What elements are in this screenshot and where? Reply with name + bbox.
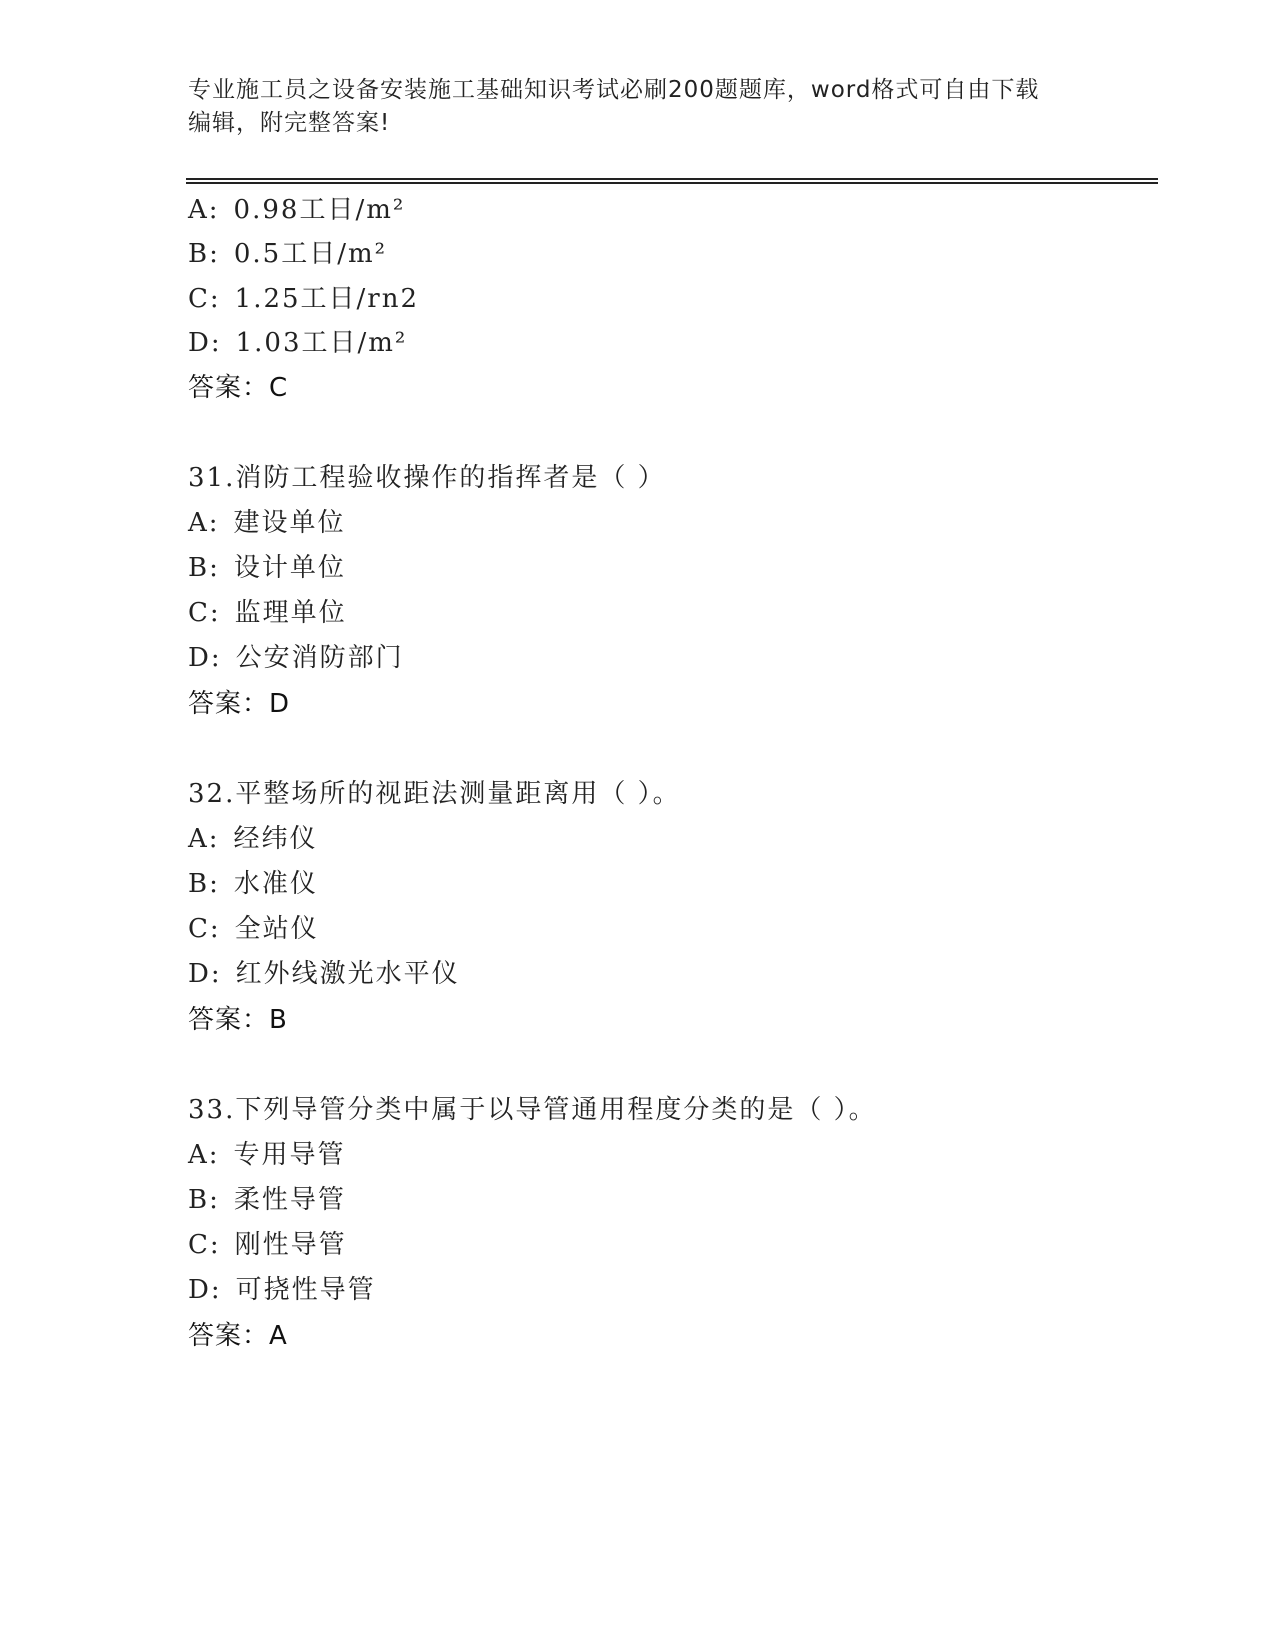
option-text: 全站仪 bbox=[234, 914, 319, 944]
q32-answer: 答案：B bbox=[188, 1005, 288, 1035]
option-text: 可挠性导管 bbox=[235, 1275, 376, 1305]
header-divider-top bbox=[186, 178, 1158, 180]
option-letter: D: bbox=[188, 959, 222, 989]
q33-option-a bbox=[188, 1139, 346, 1171]
option-letter: B: bbox=[188, 553, 220, 583]
q31-option-a bbox=[188, 507, 346, 539]
option-letter: A: bbox=[188, 195, 220, 225]
document-header bbox=[188, 74, 1088, 140]
option-text: 水准仪 bbox=[233, 869, 318, 899]
option-text: 设计单位 bbox=[233, 553, 346, 583]
option-text: 红外线激光水平仪 bbox=[235, 959, 460, 989]
q33-option-d bbox=[188, 1274, 376, 1306]
q30-option-c bbox=[188, 283, 419, 315]
option-letter: D: bbox=[188, 643, 222, 673]
option-text: 1.25工日/rn2 bbox=[234, 284, 420, 314]
option-text: 0.5工日/m² bbox=[233, 239, 388, 269]
option-letter: A: bbox=[188, 824, 220, 854]
q32-option-a bbox=[188, 823, 318, 855]
q33-stem: 33.下列导管分类中属于以导管通用程度分类的是（ ）。 bbox=[188, 1095, 877, 1125]
q32-option-c bbox=[188, 913, 319, 945]
option-letter: B: bbox=[188, 1185, 220, 1215]
header-line-1: 专业施工员之设备安装施工基础知识考试必刷200题题库，word格式可自由下载 bbox=[188, 77, 1040, 103]
q30-option-d bbox=[188, 327, 407, 359]
option-letter: C: bbox=[188, 598, 221, 628]
option-text: 监理单位 bbox=[234, 598, 347, 628]
header-line-2: 编辑，附完整答案! bbox=[188, 110, 391, 136]
option-letter: B: bbox=[188, 239, 220, 269]
option-letter: D: bbox=[188, 328, 222, 358]
q31-stem: 31.消防工程验收操作的指挥者是（ ） bbox=[188, 463, 666, 493]
q31-option-b bbox=[188, 552, 346, 584]
q33-option-b bbox=[188, 1184, 346, 1216]
option-text: 刚性导管 bbox=[234, 1230, 347, 1260]
option-letter: A: bbox=[188, 1140, 220, 1170]
option-text: 专用导管 bbox=[233, 1140, 346, 1170]
option-text: 柔性导管 bbox=[233, 1185, 346, 1215]
q31-answer: 答案：D bbox=[188, 689, 291, 719]
q30-option-b bbox=[188, 238, 387, 270]
q32-stem: 32.平整场所的视距法测量距离用（ ）。 bbox=[188, 779, 681, 809]
option-letter: C: bbox=[188, 1230, 221, 1260]
option-text: 建设单位 bbox=[233, 508, 346, 538]
q33-option-c bbox=[188, 1229, 347, 1261]
option-letter: A: bbox=[188, 508, 220, 538]
q31-option-c bbox=[188, 597, 347, 629]
option-text: 公安消防部门 bbox=[235, 643, 404, 673]
q30-option-a bbox=[188, 194, 405, 226]
option-letter: C: bbox=[188, 284, 221, 314]
q32-option-b bbox=[188, 868, 318, 900]
option-text: 1.03工日/m² bbox=[235, 328, 408, 358]
option-text: 经纬仪 bbox=[233, 824, 318, 854]
option-letter: B: bbox=[188, 869, 220, 899]
q32-option-d bbox=[188, 958, 460, 990]
q30-answer: 答案：C bbox=[188, 373, 289, 403]
header-divider-bottom bbox=[186, 182, 1158, 184]
option-text: 0.98工日/m² bbox=[233, 195, 406, 225]
option-letter: D: bbox=[188, 1275, 222, 1305]
option-letter: C: bbox=[188, 914, 221, 944]
q33-answer: 答案：A bbox=[188, 1321, 288, 1351]
q31-option-d bbox=[188, 642, 404, 674]
